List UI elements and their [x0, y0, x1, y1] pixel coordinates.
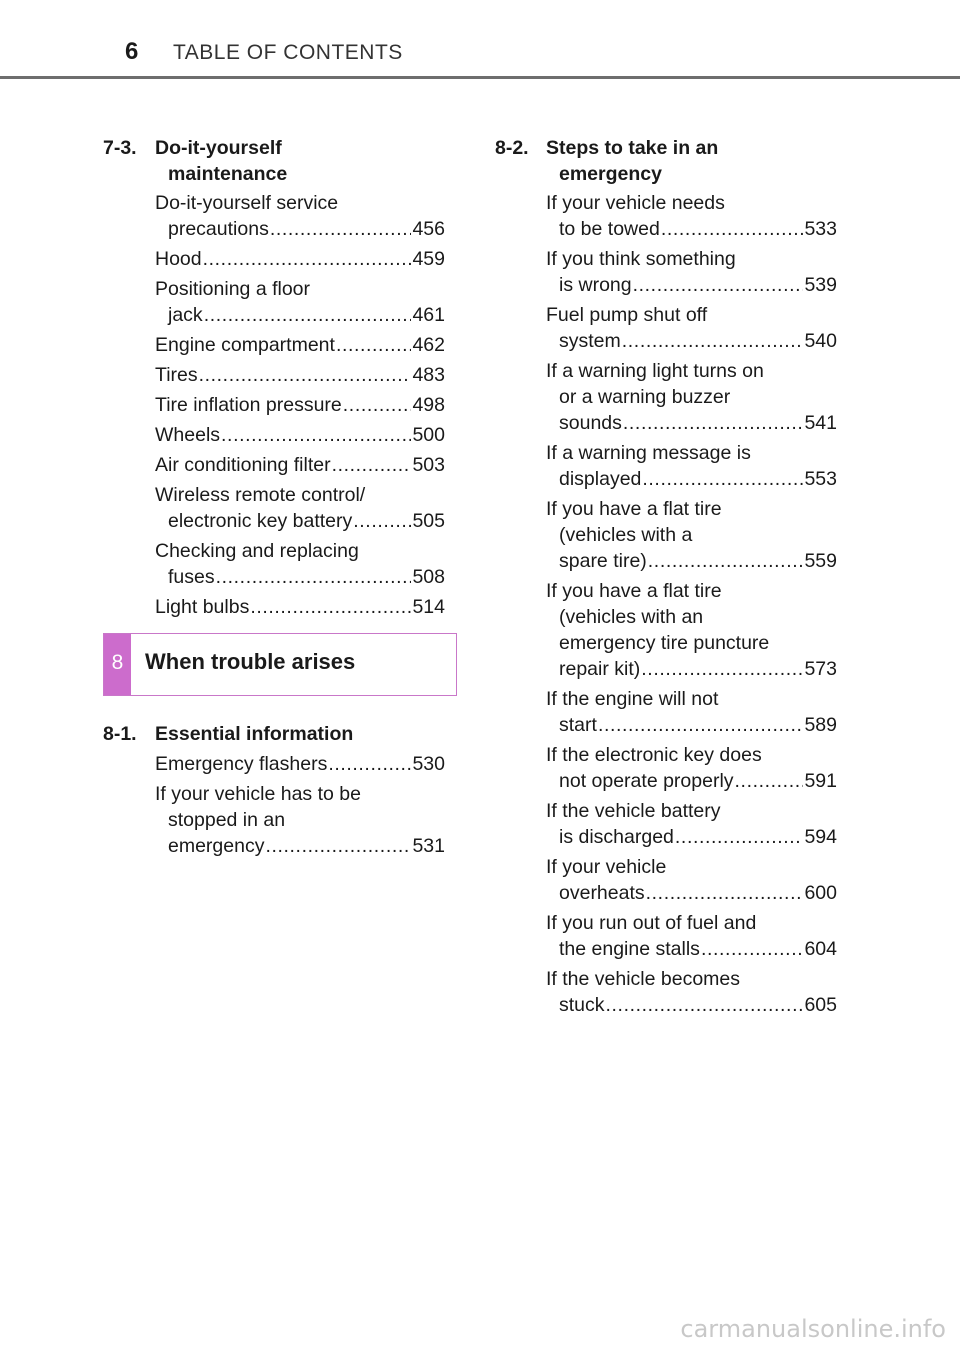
toc-entry-text: the engine stalls	[559, 938, 700, 960]
toc-entry[interactable]	[546, 910, 837, 962]
dot-leader	[270, 216, 412, 242]
section-heading-8-1	[103, 721, 463, 747]
toc-entry[interactable]	[546, 190, 837, 242]
dot-leader	[199, 362, 412, 388]
toc-entry-text: (vehicles with an	[559, 606, 704, 628]
dot-leader	[675, 824, 804, 850]
dot-leader	[336, 332, 412, 358]
toc-entry[interactable]	[546, 578, 837, 682]
dot-leader	[328, 751, 411, 777]
toc-entry[interactable]	[155, 422, 445, 448]
section-number: 7-3.	[103, 137, 137, 159]
toc-entry-text: emergency	[168, 835, 265, 857]
toc-entry-text: or a warning buzzer	[559, 386, 731, 408]
toc-entry[interactable]	[546, 686, 837, 738]
page-reference: 462	[412, 334, 445, 356]
toc-entry-text: Air conditioning filter	[155, 454, 331, 476]
document-title: TABLE OF CONTENTS	[173, 41, 403, 64]
toc-entry-text: Wireless remote control/	[155, 484, 366, 506]
toc-entry-text: If you think something	[546, 248, 736, 270]
toc-entry-text: Emergency flashers	[155, 753, 328, 775]
toc-entry-text: jack	[168, 304, 203, 326]
toc-entry-text: Hood	[155, 248, 202, 270]
toc-entry-text: to be towed	[559, 218, 660, 240]
chapter-tab	[104, 634, 131, 695]
page-reference: 508	[412, 566, 445, 588]
toc-entry-text: start	[559, 714, 597, 736]
page-reference: 531	[412, 835, 445, 857]
toc-entry-text: If your vehicle has to be	[155, 783, 361, 805]
toc-entry-text: displayed	[559, 468, 642, 490]
dot-leader	[641, 656, 803, 682]
toc-entry-text: If you have a flat tire	[546, 580, 722, 602]
toc-entry[interactable]	[546, 302, 837, 354]
dot-leader	[622, 328, 804, 354]
dot-leader	[343, 392, 412, 418]
toc-entry-text: sounds	[559, 412, 622, 434]
toc-entry[interactable]	[155, 781, 445, 859]
section-heading-8-2	[495, 135, 855, 187]
toc-entry-text: overheats	[559, 882, 645, 904]
page-reference: 498	[412, 394, 445, 416]
section-number: 8-1.	[103, 723, 137, 745]
toc-entry-text: fuses	[168, 566, 215, 588]
page-reference: 505	[412, 510, 445, 532]
toc-entry-text: not operate properly	[559, 770, 734, 792]
toc-entry[interactable]	[155, 538, 445, 590]
toc-entry-text: Engine compartment	[155, 334, 335, 356]
page-reference: 604	[804, 938, 837, 960]
page-reference: 600	[804, 882, 837, 904]
toc-entry[interactable]	[546, 496, 837, 574]
page-reference: 456	[412, 218, 445, 240]
dot-leader	[204, 302, 412, 328]
toc-entry-text: spare tire)	[559, 550, 647, 572]
page-reference: 573	[804, 658, 837, 680]
toc-entry-text: Fuel pump shut off	[546, 304, 708, 326]
dot-leader	[250, 594, 411, 620]
toc-entry-text: is discharged	[559, 826, 674, 848]
dot-leader	[332, 452, 412, 478]
toc-entry[interactable]	[155, 362, 445, 388]
toc-entry[interactable]	[546, 966, 837, 1018]
dot-leader	[221, 422, 411, 448]
toc-entry[interactable]	[155, 452, 445, 478]
toc-entry-text: stuck	[559, 994, 605, 1016]
section-title-line: maintenance	[168, 163, 288, 185]
page-reference: 591	[804, 770, 837, 792]
page-reference: 594	[804, 826, 837, 848]
page-header	[0, 0, 960, 80]
dot-leader	[623, 410, 804, 436]
page-reference: 514	[412, 596, 445, 618]
toc-entry-text: system	[559, 330, 621, 352]
chapter-heading-box[interactable]	[103, 633, 457, 696]
dot-leader	[633, 272, 804, 298]
toc-entry-text: emergency tire puncture	[559, 632, 770, 654]
toc-entry-text: Positioning a floor	[155, 278, 311, 300]
page-reference: 459	[412, 248, 445, 270]
dot-leader	[648, 548, 804, 574]
page-reference: 461	[412, 304, 445, 326]
page-number: 6	[125, 38, 139, 65]
toc-entry-text: Do-it-yourself service	[155, 192, 339, 214]
chapter-number: 8	[111, 651, 124, 674]
toc-entry[interactable]	[546, 798, 837, 850]
toc-entry-text: If a warning message is	[546, 442, 751, 464]
toc-entry-text: Tire inflation pressure	[155, 394, 342, 416]
toc-entry-text: If the electronic key does	[546, 744, 762, 766]
dot-leader	[598, 712, 804, 738]
dot-leader	[353, 508, 411, 534]
section-number: 8-2.	[495, 137, 529, 159]
toc-entry[interactable]	[155, 332, 445, 358]
chapter-title: When trouble arises	[145, 649, 356, 674]
watermark: carmanualsonline.info	[680, 1315, 946, 1343]
page-reference: 540	[804, 330, 837, 352]
toc-entry[interactable]	[155, 594, 445, 620]
page-reference: 533	[804, 218, 837, 240]
page-reference: 539	[804, 274, 837, 296]
dot-leader	[701, 936, 804, 962]
header-divider	[0, 76, 960, 79]
toc-entry-text: If the engine will not	[546, 688, 719, 710]
page-reference: 605	[804, 994, 837, 1016]
page-reference: 503	[412, 454, 445, 476]
toc-entry[interactable]	[546, 358, 837, 436]
toc-entry-text: If the vehicle battery	[546, 800, 721, 822]
section-heading-7-3	[103, 135, 463, 187]
toc-entry-text: If you have a flat tire	[546, 498, 722, 520]
toc-entry-text: If you run out of fuel and	[546, 912, 757, 934]
page-reference: 530	[412, 753, 445, 775]
toc-entry-text: stopped in an	[168, 809, 286, 831]
toc-entry-text: Light bulbs	[155, 596, 250, 618]
dot-leader	[661, 216, 804, 242]
toc-entry[interactable]	[155, 482, 445, 534]
toc-entry-text: Tires	[155, 364, 198, 386]
dot-leader	[642, 466, 803, 492]
dot-leader	[646, 880, 804, 906]
toc-entry[interactable]	[546, 742, 837, 794]
page-reference: 559	[804, 550, 837, 572]
page-reference: 483	[412, 364, 445, 386]
toc-entry[interactable]	[155, 190, 445, 242]
section-title-line: Essential information	[155, 723, 354, 745]
toc-entry[interactable]	[155, 276, 445, 328]
dot-leader	[265, 833, 411, 859]
toc-entry-text: If your vehicle needs	[546, 192, 725, 214]
toc-entry-text: repair kit)	[559, 658, 641, 680]
dot-leader	[203, 246, 412, 272]
toc-entry[interactable]	[546, 440, 837, 492]
section-title-line: Do-it-yourself	[155, 137, 282, 159]
toc-entry-text: If your vehicle	[546, 856, 667, 878]
toc-entry[interactable]	[546, 246, 837, 298]
toc-entry[interactable]	[155, 392, 445, 418]
toc-entry[interactable]	[155, 751, 445, 777]
section-title-line: Steps to take in an	[546, 137, 719, 159]
toc-entry[interactable]	[155, 246, 445, 272]
dot-leader	[606, 992, 804, 1018]
toc-entry-text: electronic key battery	[168, 510, 353, 532]
page-reference: 541	[804, 412, 837, 434]
dot-leader	[216, 564, 412, 590]
page-reference: 553	[804, 468, 837, 490]
toc-entry-text: Checking and replacing	[155, 540, 359, 562]
dot-leader	[735, 768, 804, 794]
toc-entry-text: (vehicles with a	[559, 524, 693, 546]
toc-entry-text: Wheels	[155, 424, 221, 446]
toc-entry-text: If a warning light turns on	[546, 360, 764, 382]
toc-entry-text: is wrong	[559, 274, 632, 296]
toc-entry-text: precautions	[168, 218, 269, 240]
page-reference: 500	[412, 424, 445, 446]
section-title-line: emergency	[559, 163, 662, 185]
toc-entry[interactable]	[546, 854, 837, 906]
page-reference: 589	[804, 714, 837, 736]
toc-entry-text: If the vehicle becomes	[546, 968, 741, 990]
